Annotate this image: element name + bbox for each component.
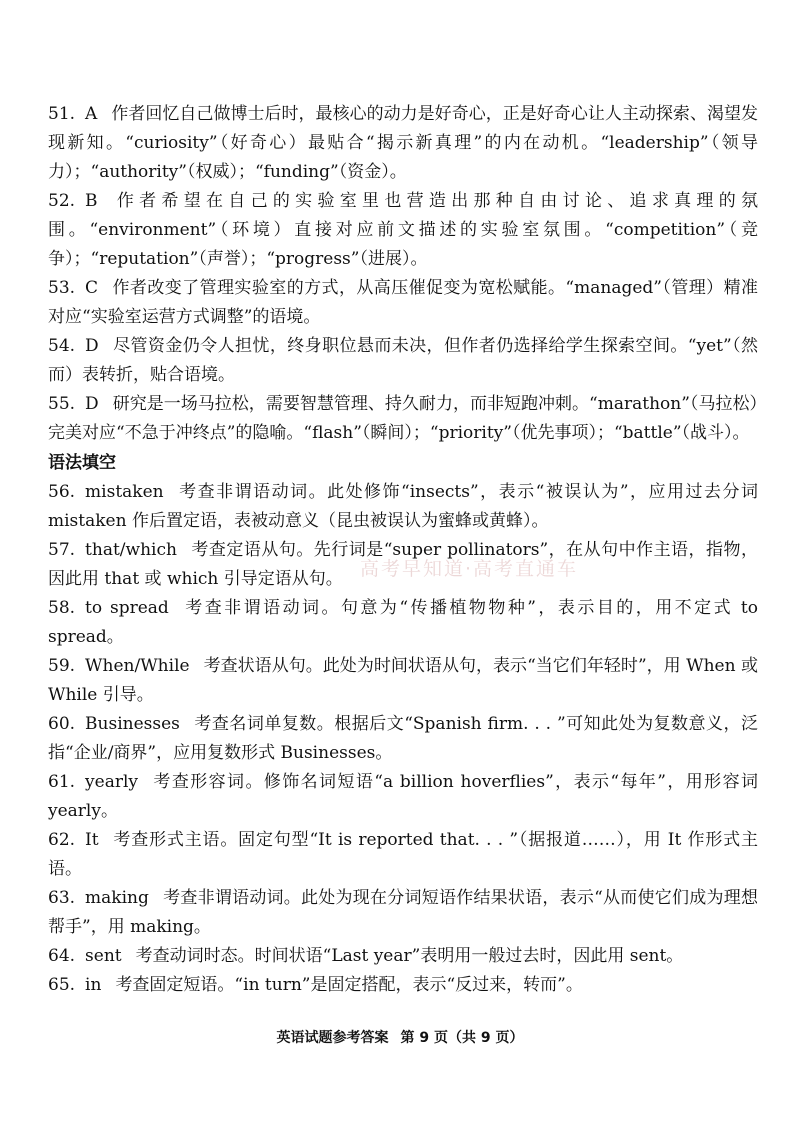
answer-key: A xyxy=(85,104,98,124)
explanation-text: 尽管资金仍令人担忧，终身职位悬而未决，但作者仍选择给学生探索空间。“yet”（然而）表转折，贴合语境。 xyxy=(48,336,758,385)
footer-title: 英语试题参考答案 xyxy=(276,1030,389,1046)
answer-key: When/While xyxy=(85,656,190,676)
explanation-text: 考查非谓语动词。此处修饰“insects”，表示“被误认为”，应用过去分词 mistaken 作后置定语，表被动意义（昆虫被误认为蜜蜂或黄蜂）。 xyxy=(48,482,758,531)
answer-key: making xyxy=(85,888,149,908)
answer-item-55 xyxy=(48,390,758,448)
explanation-text: 考查固定短语。“in turn”是固定搭配，表示“反过来，转而”。 xyxy=(115,975,583,995)
explanation-text: 作者回忆自己做博士后时，最核心的动力是好奇心，正是好奇心让人主动探索、渴望发现新知。“curiosity”（好奇心）最贴合“揭示新真理”的内在动机。“leadership”（领导力）；“authority”（权威）；“funding”（资金）。 xyxy=(48,104,758,182)
question-number: 63. xyxy=(48,888,76,908)
answer-page xyxy=(48,100,758,1000)
explanation-text: 研究是一场马拉松，需要智慧管理、持久耐力，而非短跑冲刺。“marathon”（马拉松）完美对应“不急于冲终点”的隐喻。“flash”（瞬间）；“priority”（优先事项）；“battle”（战斗）。 xyxy=(48,394,758,443)
question-number: 65. xyxy=(48,975,76,995)
watermark: 高考早知道·高考直通车 xyxy=(360,558,579,580)
question-number: 60. xyxy=(48,714,76,734)
answer-item-60 xyxy=(48,710,758,768)
question-number: 51. xyxy=(48,104,76,124)
answer-key: C xyxy=(85,278,99,298)
explanation-text: 考查动词时态。时间状语“Last year”表明用一般过去时，因此用 sent。 xyxy=(135,946,684,966)
explanation-text: 考查非谓语动词。此处为现在分词短语作结果状语，表示“从而使它们成为理想帮手”，用 making。 xyxy=(48,888,758,937)
answer-item-61 xyxy=(48,768,758,826)
answer-item-63 xyxy=(48,884,758,942)
answer-key: D xyxy=(85,336,99,356)
answer-key: B xyxy=(85,191,98,211)
answer-key: in xyxy=(85,975,102,995)
question-number: 54. xyxy=(48,336,76,356)
question-number: 53. xyxy=(48,278,76,298)
answer-item-62 xyxy=(48,826,758,884)
explanation-text: 考查形容词。修饰名词短语“a billion hoverflies”，表示“每年”，用形容词 yearly。 xyxy=(48,772,758,821)
answer-item-53 xyxy=(48,274,758,332)
explanation-text: 考查定语从句。先行词是“super pollinators”，在从句中作主语，指物，因此用 that 或 which 引导定语从句。 xyxy=(48,540,758,589)
answer-item-57 xyxy=(48,536,758,594)
explanation-text: 作者希望在自己的实验室里也营造出那种自由讨论、追求真理的氛围。“environment”（环境）直接对应前文描述的实验室氛围。“competition”（竞争）；“reputation”（声誉）；“progress”（进展）。 xyxy=(48,191,758,269)
answer-key: sent xyxy=(85,946,122,966)
answer-key: It xyxy=(85,830,99,850)
answer-item-65 xyxy=(48,971,758,1000)
section-title-grammar: 语法填空 xyxy=(48,453,116,473)
explanation-text: 考查状语从句。此处为时间状语从句，表示“当它们年轻时”，用 When 或 While 引导。 xyxy=(48,656,758,705)
answer-key: Businesses xyxy=(85,714,180,734)
page-footer xyxy=(0,1027,800,1047)
question-number: 59. xyxy=(48,656,76,676)
explanation-text: 作者改变了管理实验室的方式，从高压催促变为宽松赋能。“managed”（管理）精准对应“实验室运营方式调整”的语境。 xyxy=(48,278,758,327)
question-number: 64. xyxy=(48,946,76,966)
answer-item-64 xyxy=(48,942,758,971)
answer-key: D xyxy=(85,394,99,414)
answer-key: that/which xyxy=(85,540,177,560)
answer-key: yearly xyxy=(85,772,139,792)
question-number: 61. xyxy=(48,772,76,792)
answer-item-56 xyxy=(48,478,758,536)
question-number: 62. xyxy=(48,830,76,850)
answer-item-54 xyxy=(48,332,758,390)
question-number: 52. xyxy=(48,191,76,211)
answer-item-52 xyxy=(48,187,758,274)
answer-item-51 xyxy=(48,100,758,187)
footer-page-number: 第 9 页（共 9 页） xyxy=(400,1030,524,1046)
question-number: 57. xyxy=(48,540,76,560)
question-number: 56. xyxy=(48,482,76,502)
question-number: 58. xyxy=(48,598,76,618)
answer-key: to spread xyxy=(85,598,169,618)
explanation-text: 考查名词单复数。根据后文“Spanish firm. . . ”可知此处为复数意义，泛指“企业/商界”，应用复数形式 Businesses。 xyxy=(48,714,758,763)
question-number: 55. xyxy=(48,394,76,414)
answer-key: mistaken xyxy=(85,482,164,502)
explanation-text: 考查非谓语动词。句意为“传播植物物种”，表示目的，用不定式 to spread。 xyxy=(48,598,758,647)
explanation-text: 考查形式主语。固定句型“It is reported that. . . ”（据报道……），用 It 作形式主语。 xyxy=(48,830,758,879)
answer-item-58 xyxy=(48,594,758,652)
answer-item-59 xyxy=(48,652,758,710)
